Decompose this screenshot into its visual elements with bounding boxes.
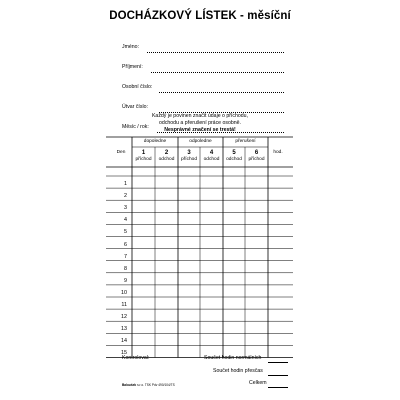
- field-label: Osobní číslo:: [122, 84, 153, 90]
- day-number: 3: [124, 205, 127, 212]
- group-header: dopoledne: [143, 139, 167, 144]
- subcol-label: příchod: [248, 157, 265, 162]
- kontroloval-label: Kontroloval:: [122, 355, 150, 361]
- day-number: 15: [121, 350, 127, 357]
- publisher-code: s.r.o. TSK Pdv 490/104/TS: [137, 383, 175, 387]
- instruction-line: odchodu a přerušení práce osobně.: [159, 120, 241, 126]
- subcol-number: 4: [209, 150, 214, 156]
- document-title: DOCHÁZKOVÝ LÍSTEK - měsíční: [109, 10, 291, 22]
- publisher-name: Baloušek: [122, 383, 137, 387]
- day-number: 9: [124, 277, 127, 284]
- day-number: 11: [121, 302, 127, 308]
- subcol-number: 6: [254, 150, 259, 156]
- field-label: Útvar číslo:: [122, 104, 148, 110]
- total-label: Celkem: [249, 380, 267, 386]
- subcol-number: 3: [187, 150, 191, 156]
- warning-text: Nesprávné značení se trestá!: [164, 127, 236, 133]
- publisher-imprint: [122, 383, 175, 387]
- total-line: [268, 387, 288, 388]
- day-number: 4: [124, 217, 127, 224]
- col-header-hours: hod.: [273, 150, 283, 155]
- subcol-number: 1: [141, 150, 146, 156]
- field-label: Příjmení:: [122, 64, 143, 70]
- group-header: odpoledne: [189, 139, 212, 144]
- day-number: 5: [124, 229, 127, 236]
- subcol-label: odchod: [203, 157, 220, 162]
- day-number: 13: [121, 326, 127, 333]
- sum-normal-line: [268, 362, 288, 363]
- col-header-day: Den: [116, 150, 126, 155]
- subcol-label: příchod: [135, 157, 152, 162]
- day-number: 2: [124, 193, 127, 200]
- field-label: Měsíc / rok:: [122, 124, 149, 130]
- subcol-label: odchod: [158, 157, 175, 162]
- subcol-number: 5: [232, 150, 236, 156]
- day-number: 7: [124, 253, 127, 260]
- subcol-label: příchod: [181, 157, 197, 162]
- field-label: Jméno:: [122, 44, 140, 50]
- day-number: 6: [124, 241, 127, 248]
- sum-overtime-line: [268, 375, 288, 376]
- instruction-line: Každý je povinen značit údaje o příchodu,: [151, 113, 249, 119]
- day-number: 10: [121, 289, 127, 296]
- day-number: 8: [124, 265, 127, 272]
- day-number: 14: [121, 338, 127, 345]
- sum-overtime-label: Součet hodin přesčas: [213, 368, 263, 374]
- subcol-label: odchod: [226, 157, 242, 162]
- group-header: přerušení: [235, 139, 256, 144]
- day-number: 12: [121, 314, 127, 321]
- sum-normal-label: Součet hodin normálních: [204, 355, 262, 361]
- subcol-number: 2: [164, 150, 169, 156]
- day-number: 1: [124, 181, 127, 187]
